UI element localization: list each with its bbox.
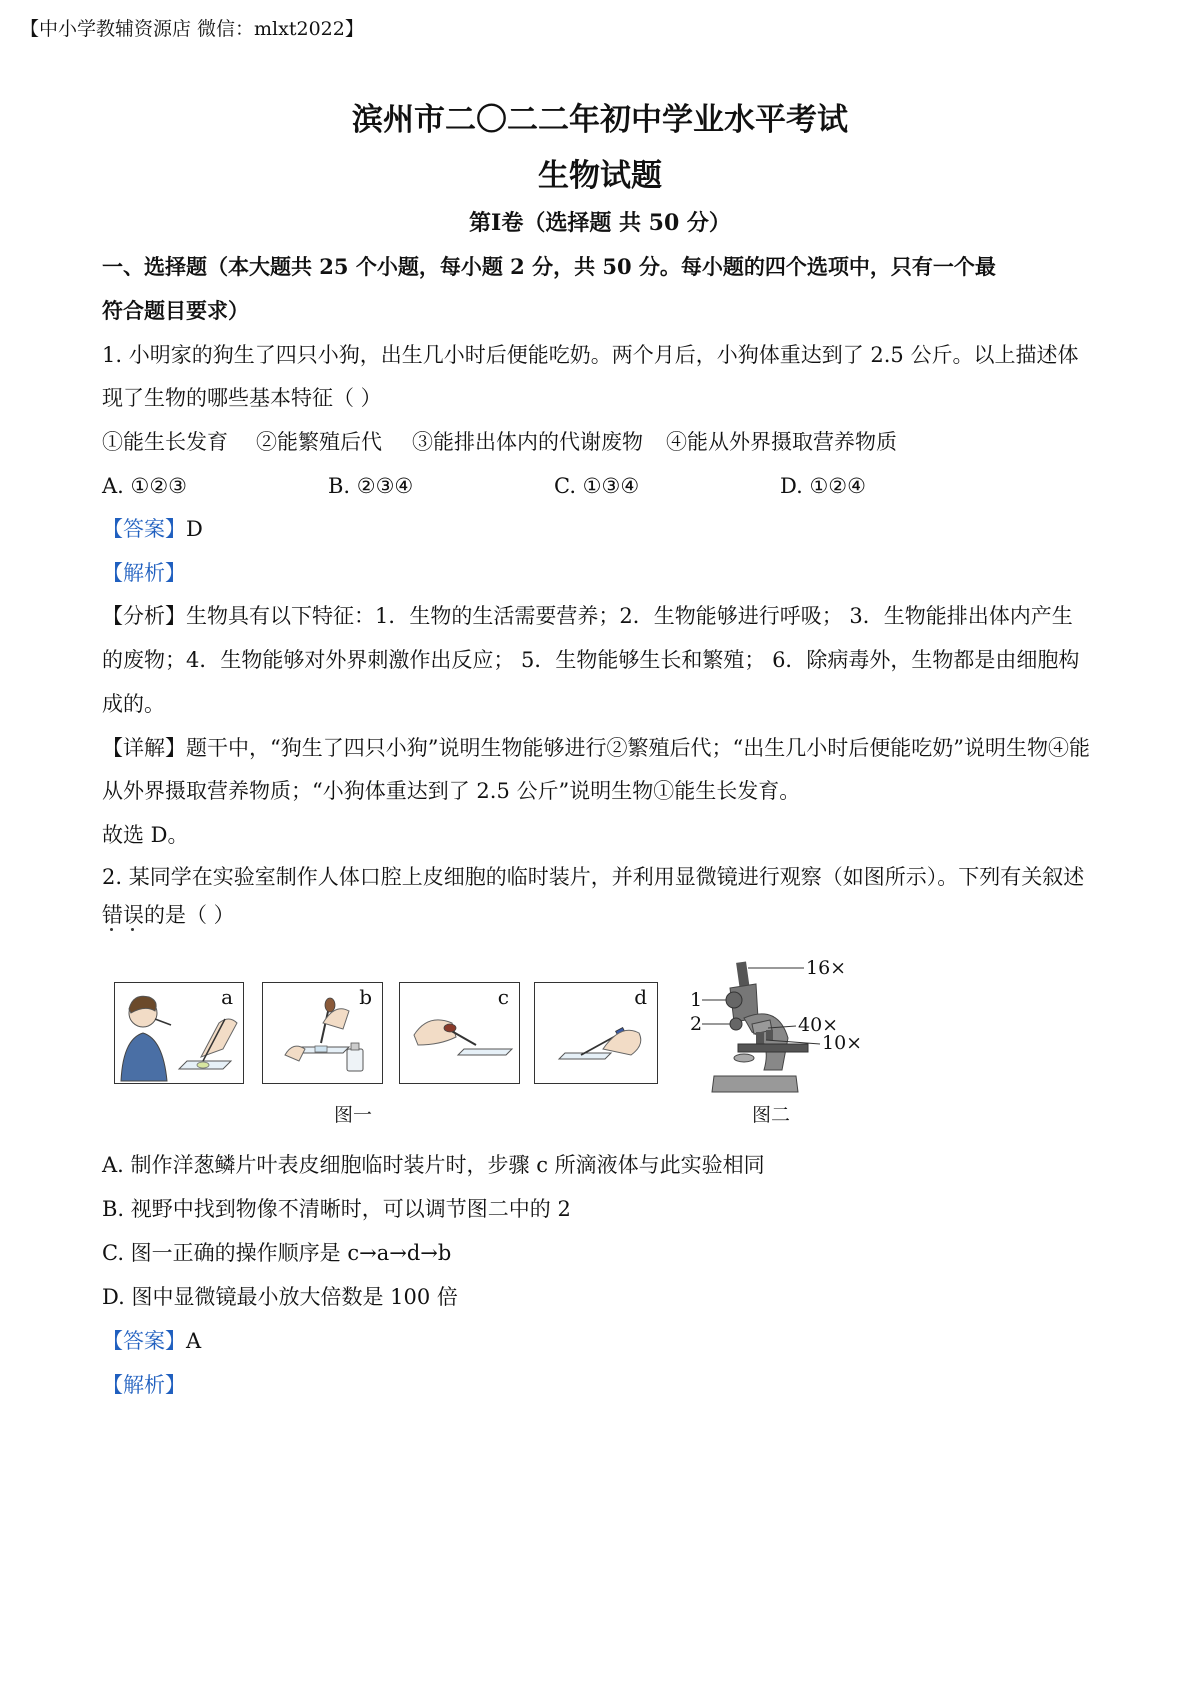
fig1-panel-a <box>114 982 244 1084</box>
header-note: 【中小学教辅资源店 微信：mlxt2022】 <box>20 18 364 40</box>
fig1-panel-c <box>399 982 520 1084</box>
q1-fenxi-line-1 <box>102 601 1073 631</box>
answer-tag: 【答案】 <box>102 517 186 541</box>
fig2-label-1: 1 <box>690 989 703 1011</box>
q1-item-2: ②能繁殖后代 <box>256 430 382 454</box>
q1-option-a: A. ①②③ <box>102 474 187 498</box>
q1-fenxi-line-2: 的废物；4．生物能够对外界刺激作出反应； 5．生物能够生长和繁殖； 6．除病毒外，生物都是由细胞构 <box>102 648 1080 672</box>
section-title: 第Ⅰ卷（选择题 共 50 分） <box>469 210 731 236</box>
answer-value: A <box>186 1329 202 1353</box>
q2-stem-line-1: 2. 某同学在实验室制作人体口腔上皮细胞的临时装片，并利用显微镜进行观察（如图所示）。下列有关叙述 <box>102 865 1085 889</box>
fig2-caption: 图二 <box>752 1104 791 1126</box>
q2-option-d: D. 图中显微镜最小放大倍数是 100 倍 <box>102 1285 458 1309</box>
q2-option-c: C. 图一正确的操作顺序是 c→a→d→b <box>102 1241 452 1265</box>
panel-letter: b <box>359 985 372 1009</box>
fig2-label-eyepiece: 16× <box>806 957 847 979</box>
q2-option-b: B. 视野中找到物像不清晰时，可以调节图二中的 2 <box>102 1197 571 1221</box>
page-subtitle: 生物试题 <box>538 158 662 194</box>
q1-analysis-tag: 【解析】 <box>102 561 186 585</box>
part-heading-line-1: 一、选择题（本大题共 25 个小题，每小题 2 分，共 50 分。每小题的四个选项中，只有一个最 <box>102 254 996 279</box>
q1-option-d: D. ①②④ <box>780 474 866 498</box>
q2-stem-line-2: 错误的是（ ） <box>102 903 235 927</box>
fig1-caption: 图一 <box>334 1104 373 1126</box>
q1-item-3: ③能排出体内的代谢废物 <box>412 430 643 454</box>
q1-xiangjie-line-1 <box>102 733 1090 763</box>
emphasis-dot <box>110 928 113 931</box>
fig2-label-2: 2 <box>690 1013 703 1035</box>
fenxi-text: 生物具有以下特征：1．生物的生活需要营养；2．生物能够进行呼吸； 3．生物能排出体内产生 <box>186 604 1073 628</box>
page-title: 滨州市二〇二二年初中学业水平考试 <box>352 102 848 138</box>
fig2-label-10x: 10× <box>822 1032 863 1054</box>
q1-item-4: ④能从外界摄取营养物质 <box>666 430 897 454</box>
panel-letter: c <box>497 985 509 1009</box>
fig1-panel-d <box>534 982 658 1084</box>
fenxi-tag: 【分析】 <box>102 604 186 628</box>
fig2-label-40x: 40× <box>798 1014 839 1036</box>
q1-item-1: ①能生长发育 <box>102 430 228 454</box>
xiangjie-text: 题干中，“狗生了四只小狗”说明生物能够进行②繁殖后代；“出生几小时后便能吃奶”说明生物④能 <box>186 736 1090 760</box>
answer-tag: 【答案】 <box>102 1329 186 1353</box>
q1-xiangjie-line-2: 从外界摄取营养物质；“小狗体重达到了 2.5 公斤”说明生物①能生长发育。 <box>102 779 801 803</box>
panel-letter: a <box>221 985 233 1009</box>
xiangjie-tag: 【详解】 <box>102 736 186 760</box>
emphasis-dot <box>131 928 134 931</box>
q1-option-c: C. ①③④ <box>554 474 640 498</box>
q2-option-a: A. 制作洋葱鳞片叶表皮细胞临时装片时，步骤 c 所滴液体与此实验相同 <box>102 1153 765 1177</box>
q1-fenxi-line-3: 成的。 <box>102 692 165 716</box>
panel-letter: d <box>634 985 647 1009</box>
fig1-panel-b <box>262 982 383 1084</box>
q1-stem-line-1: 1. 小明家的狗生了四只小狗，出生几小时后便能吃奶。两个月后，小狗体重达到了 2.5 公斤。以上描述体 <box>102 343 1079 367</box>
part-heading-line-2: 符合题目要求） <box>102 298 249 323</box>
q1-stem-line-2: 现了生物的哪些基本特征（ ） <box>102 386 382 410</box>
q2-answer <box>102 1326 201 1356</box>
q1-conclusion: 故选 D。 <box>102 823 189 847</box>
q2-analysis-tag: 【解析】 <box>102 1373 186 1397</box>
q1-answer <box>102 514 203 544</box>
q1-option-b: B. ②③④ <box>328 474 414 498</box>
answer-value: D <box>186 517 203 541</box>
